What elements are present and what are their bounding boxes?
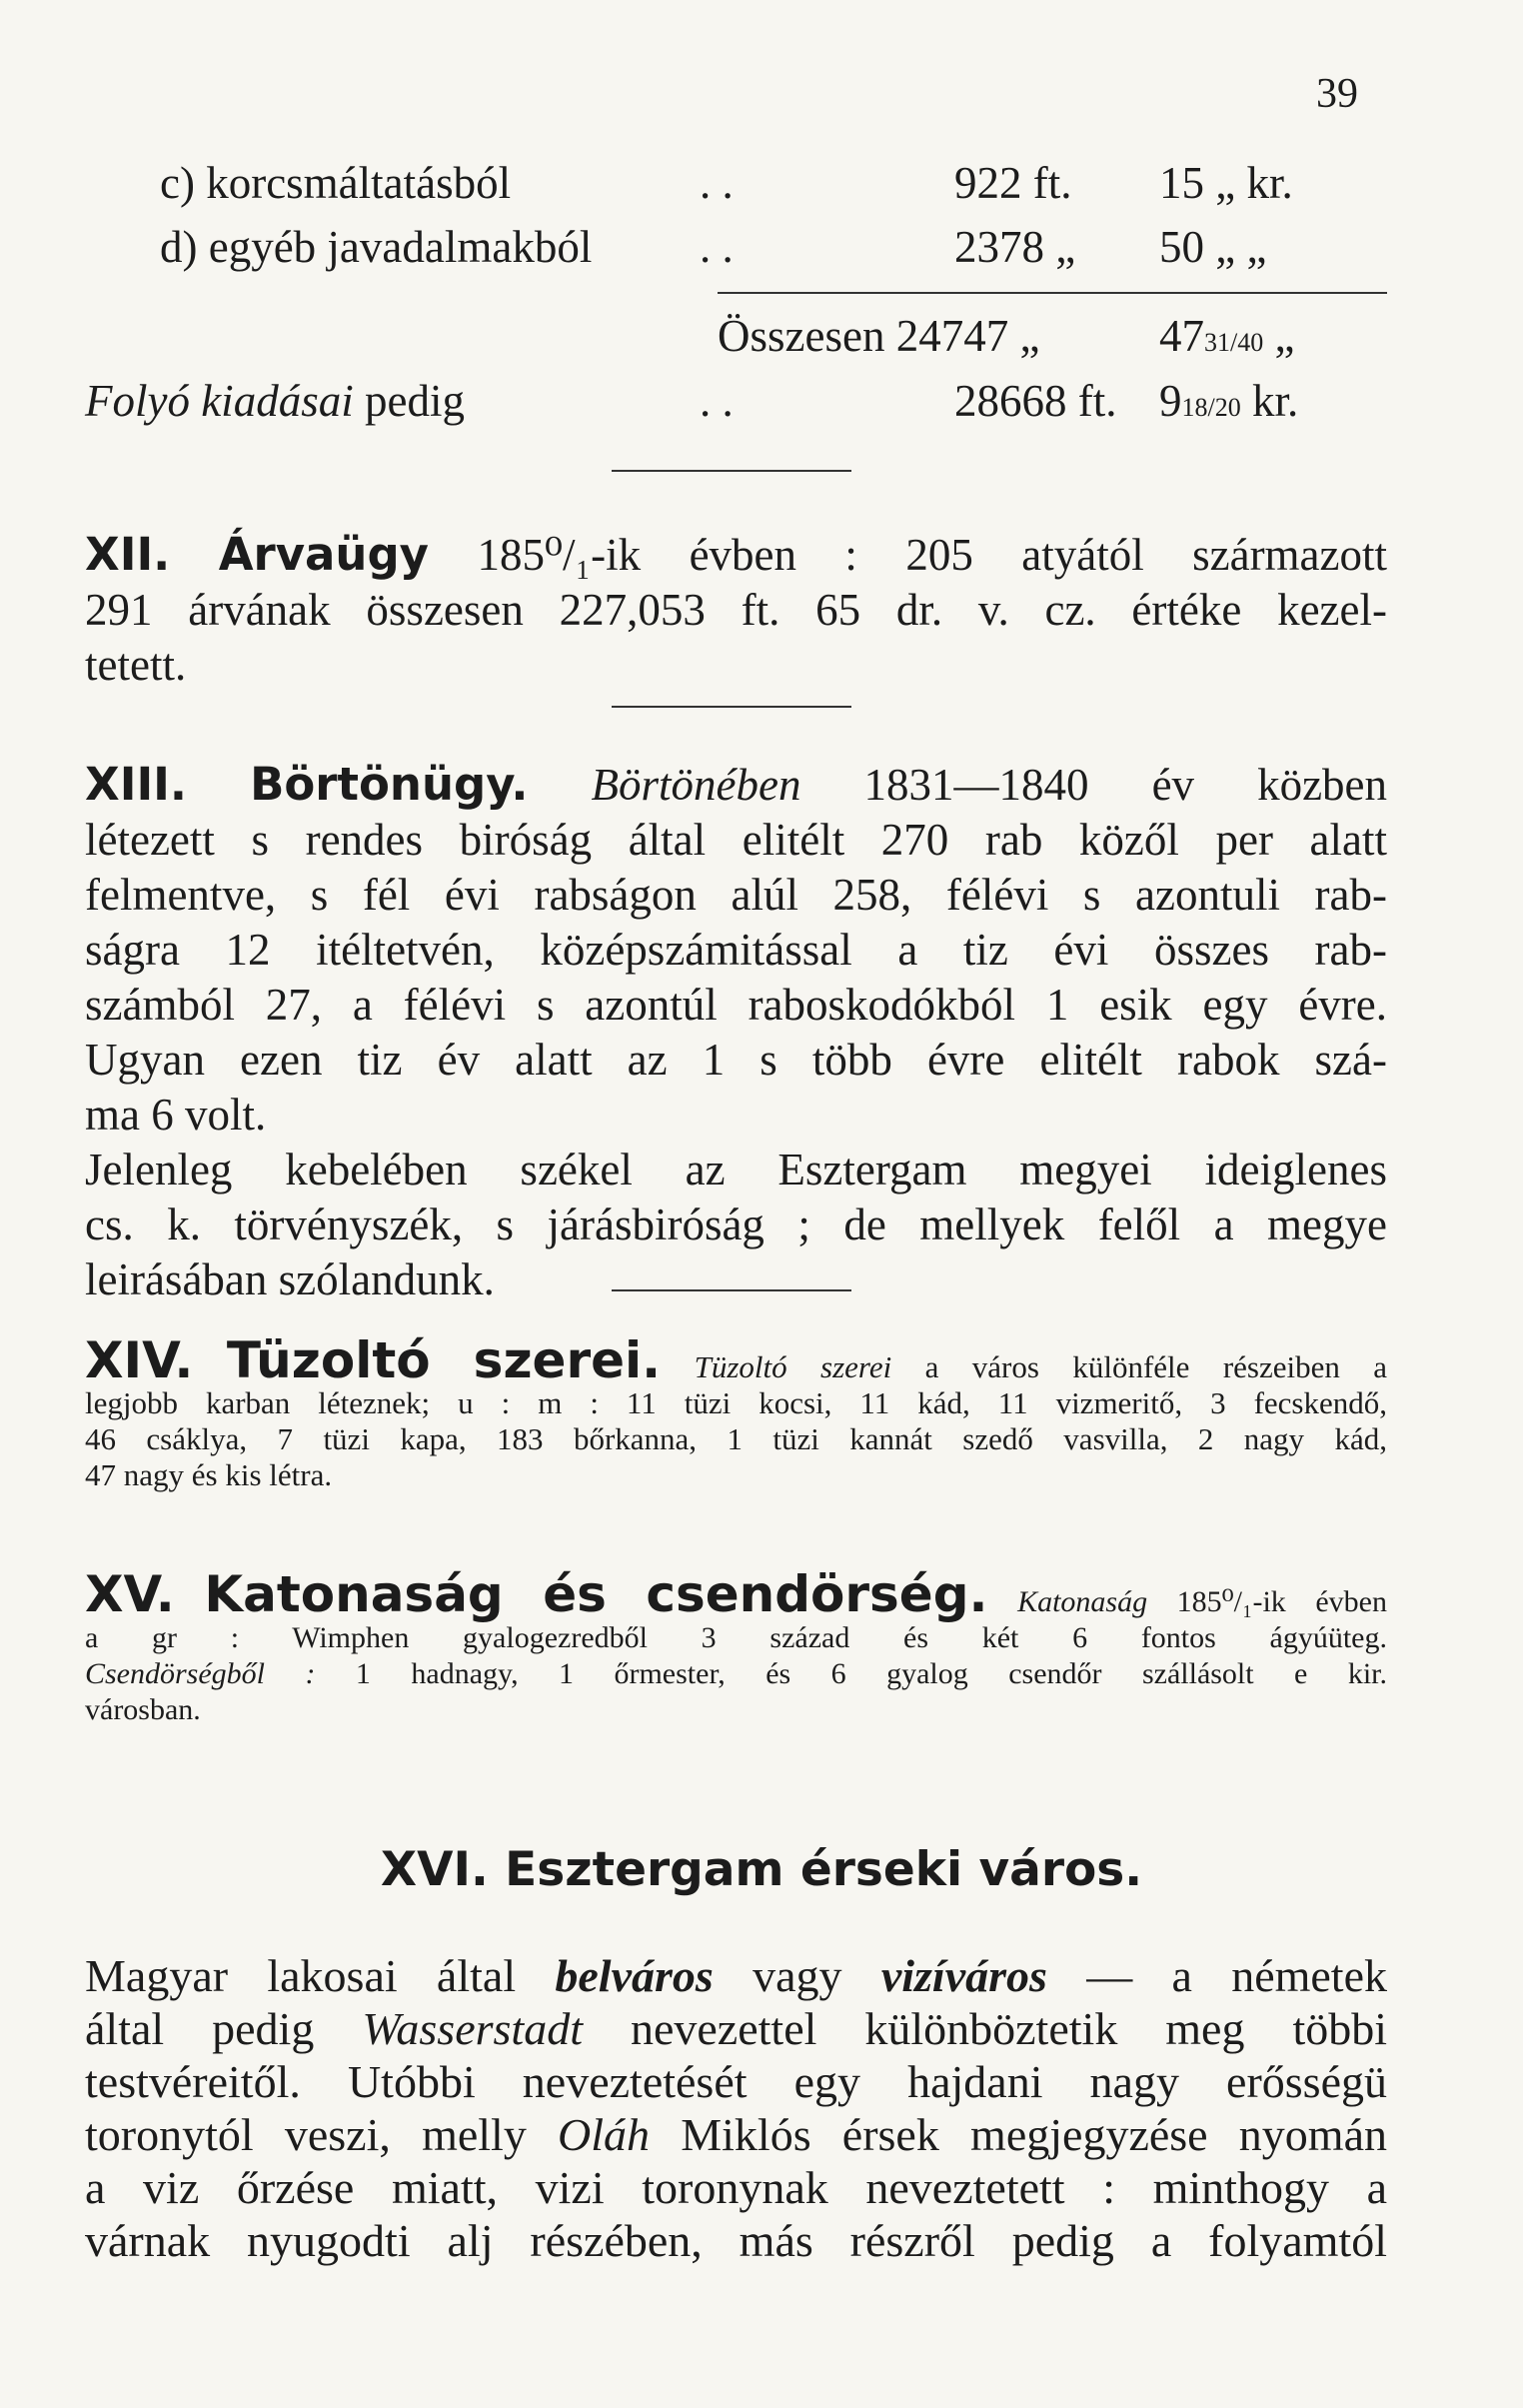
italic-term-belvaros: belváros <box>555 1950 714 2001</box>
section-xv-num: XV. <box>85 1565 175 1623</box>
section-xv <box>85 1565 1388 1728</box>
italic-term-wasserstadt: Wasserstadt <box>362 2003 583 2054</box>
section-divider <box>612 470 851 472</box>
section-xii-line-2: 291 árvának összesen 227,053 ft. 65 dr. v. cz. értéke kezel- <box>85 585 1387 635</box>
expenses-kr-unit: kr. <box>1251 376 1299 426</box>
text-run: — a németek <box>1046 1950 1388 2001</box>
income-total-kr <box>1159 310 1294 362</box>
section-xii <box>85 527 1387 693</box>
section-xiii-line-8: Jelenleg kebelében székel az Esztergam megyei ideiglenes <box>85 1145 1387 1195</box>
income-row-d-kr: 50 „ „ <box>1159 222 1267 272</box>
section-xiii-line-10: leirásában szólandunk. <box>85 1254 495 1304</box>
section-xiii-line-2: létezett s rendes biróság által elitélt 270 rab közől per alatt <box>85 815 1387 865</box>
section-xiii-title: Börtönügy. <box>250 758 529 811</box>
section-xiii-line-5: számból 27, a félévi s azontúl raboskodókból 1 esik egy évre. <box>85 980 1387 1030</box>
text-run: nevezettel különböztetik meg többi <box>583 2003 1388 2054</box>
section-xiii-line-7: ma 6 volt. <box>85 1090 267 1140</box>
expenses-ft: 28668 ft. <box>954 376 1117 426</box>
section-xiii-line-3: felmentve, s fél évi rabságon alúl 258, félévi s azontuli rab- <box>85 870 1387 920</box>
section-xiv-first-rest: a város különféle részeiben a <box>924 1349 1388 1384</box>
section-xvi-line-6: várnak nyugodti alj részében, más részről pedig a folyamtól <box>85 2215 1387 2266</box>
page-number: 39 <box>1316 71 1358 117</box>
expenses-kr-frac: 18/20 <box>1181 393 1241 422</box>
section-xiv-line-2: legjobb karban léteznek; u : m : 11 tüzi kocsi, 11 kád, 11 vizmeritő, 3 fecskendő, <box>85 1385 1387 1420</box>
expenses-dots: . . <box>700 376 734 426</box>
expenses-label-rest: pedig <box>364 376 465 426</box>
section-xiii-italic: Börtönében <box>591 760 801 810</box>
italic-term-viziváros: vizíváros <box>880 1950 1047 2001</box>
section-xiv-line-3: 46 csáklya, 7 tüzi kapa, 183 bőrkanna, 1 tüzi kannát szedő vasvilla, 2 nagy kád, <box>85 1421 1387 1456</box>
section-divider <box>612 706 851 708</box>
section-xiv-num: XIV. <box>85 1331 194 1389</box>
section-xv-line-3-italic: Csendörségből : <box>85 1657 316 1690</box>
expenses-kr-int: 9 <box>1159 376 1182 426</box>
section-xv-line-1 <box>85 1565 1387 1623</box>
expenses-label <box>85 375 465 427</box>
section-xvi-line-2 <box>85 2002 1387 2055</box>
section-xvi-line-1 <box>85 1949 1387 2002</box>
section-xiii <box>85 757 1387 1307</box>
section-xv-title: Katonaság és csendörség. <box>204 1565 988 1623</box>
section-xv-line-4: városban. <box>85 1693 201 1726</box>
income-row-c-dots: . . <box>700 158 734 208</box>
sum-rule <box>718 292 1387 294</box>
section-xv-line-3 <box>85 1656 1387 1692</box>
section-xiv-line-4: 47 nagy és kis létra. <box>85 1457 333 1492</box>
section-xiv-italic: Tüzoltó szerei <box>694 1349 892 1384</box>
expenses-label-italic: Folyó kiadásai <box>85 376 354 426</box>
income-row-d-ft: 2378 „ <box>954 222 1076 272</box>
section-xv-line-3-rest: 1 hadnagy, 1 őrmester, és 6 gyalog csendőr szállásolt e kir. <box>355 1657 1388 1690</box>
section-xvi-heading: XVI. Esztergam érseki város. <box>380 1842 1143 1897</box>
income-total-kr-int: 47 <box>1159 311 1204 361</box>
text-run: által pedig <box>85 2003 363 2054</box>
section-xiii-line-4: ságra 12 itéltetvén, középszámitással a tiz évi összes rab- <box>85 925 1387 975</box>
section-xiii-line-1 <box>85 757 1387 813</box>
section-xii-text-1: 185⁰/₁-ik évben : 205 atyától származott <box>477 530 1388 580</box>
section-xvi-line-5: a viz őrzése miatt, vizi toronynak neveztetett : minthogy a <box>85 2162 1387 2213</box>
section-xiv-title: Tüzoltó szerei. <box>226 1331 662 1389</box>
section-xiv-line-1 <box>85 1331 1388 1389</box>
income-row-c-label: c) korcsmáltatásból <box>160 158 512 208</box>
section-xiii-line-9: cs. k. törvényszék, s járásbiróság ; de mellyek felől a megye <box>85 1200 1387 1249</box>
expenses-kr <box>1159 375 1298 427</box>
text-run: Miklós érsek megjegyzése nyomán <box>650 2109 1387 2160</box>
section-divider <box>612 1289 851 1291</box>
income-row-c-ft: 922 ft. <box>954 158 1072 208</box>
income-row-d-label: d) egyéb javadalmakból <box>160 222 593 272</box>
section-xvi-line-4 <box>85 2108 1387 2161</box>
section-xv-line-2: a gr : Wimphen gyalogezredből 3 század és két 6 fontos ágyúüteg. <box>85 1621 1387 1654</box>
section-xvi-line-3: testvéreitől. Utóbbi neveztetését egy hajdani nagy erősségü <box>85 2056 1387 2107</box>
income-row-c-kr: 15 „ kr. <box>1159 158 1293 208</box>
section-xiv <box>85 1331 1388 1493</box>
section-xiii-num: XIII. <box>85 758 188 811</box>
income-total-kr-frac: 31/40 <box>1204 328 1264 357</box>
section-xvi-body <box>85 1949 1387 2267</box>
text-run: toronytól veszi, melly <box>85 2109 559 2160</box>
section-xii-line-1 <box>85 527 1387 583</box>
section-xv-first-rest: 185⁰/₁-ik évben <box>1176 1585 1387 1618</box>
section-xiii-line-6: Ugyan ezen tiz év alatt az 1 s több évre elitélt rabok szá- <box>85 1035 1387 1085</box>
income-total-label: Összesen 24747 „ <box>718 311 1040 361</box>
section-xii-title: Árvaügy <box>218 528 430 581</box>
italic-term-olah: Oláh <box>558 2109 651 2160</box>
text-run: Magyar lakosai által <box>85 1950 556 2001</box>
text-run: vagy <box>713 1950 881 2001</box>
section-xii-num: XII. <box>85 528 171 581</box>
section-xv-italic: Katonaság <box>1017 1585 1148 1618</box>
section-xiii-first-rest: 1831—1840 év közben <box>863 760 1388 810</box>
section-xii-line-3: tetett. <box>85 640 187 690</box>
income-total-kr-unit: „ <box>1274 311 1295 361</box>
income-row-d-dots: . . <box>700 222 734 272</box>
